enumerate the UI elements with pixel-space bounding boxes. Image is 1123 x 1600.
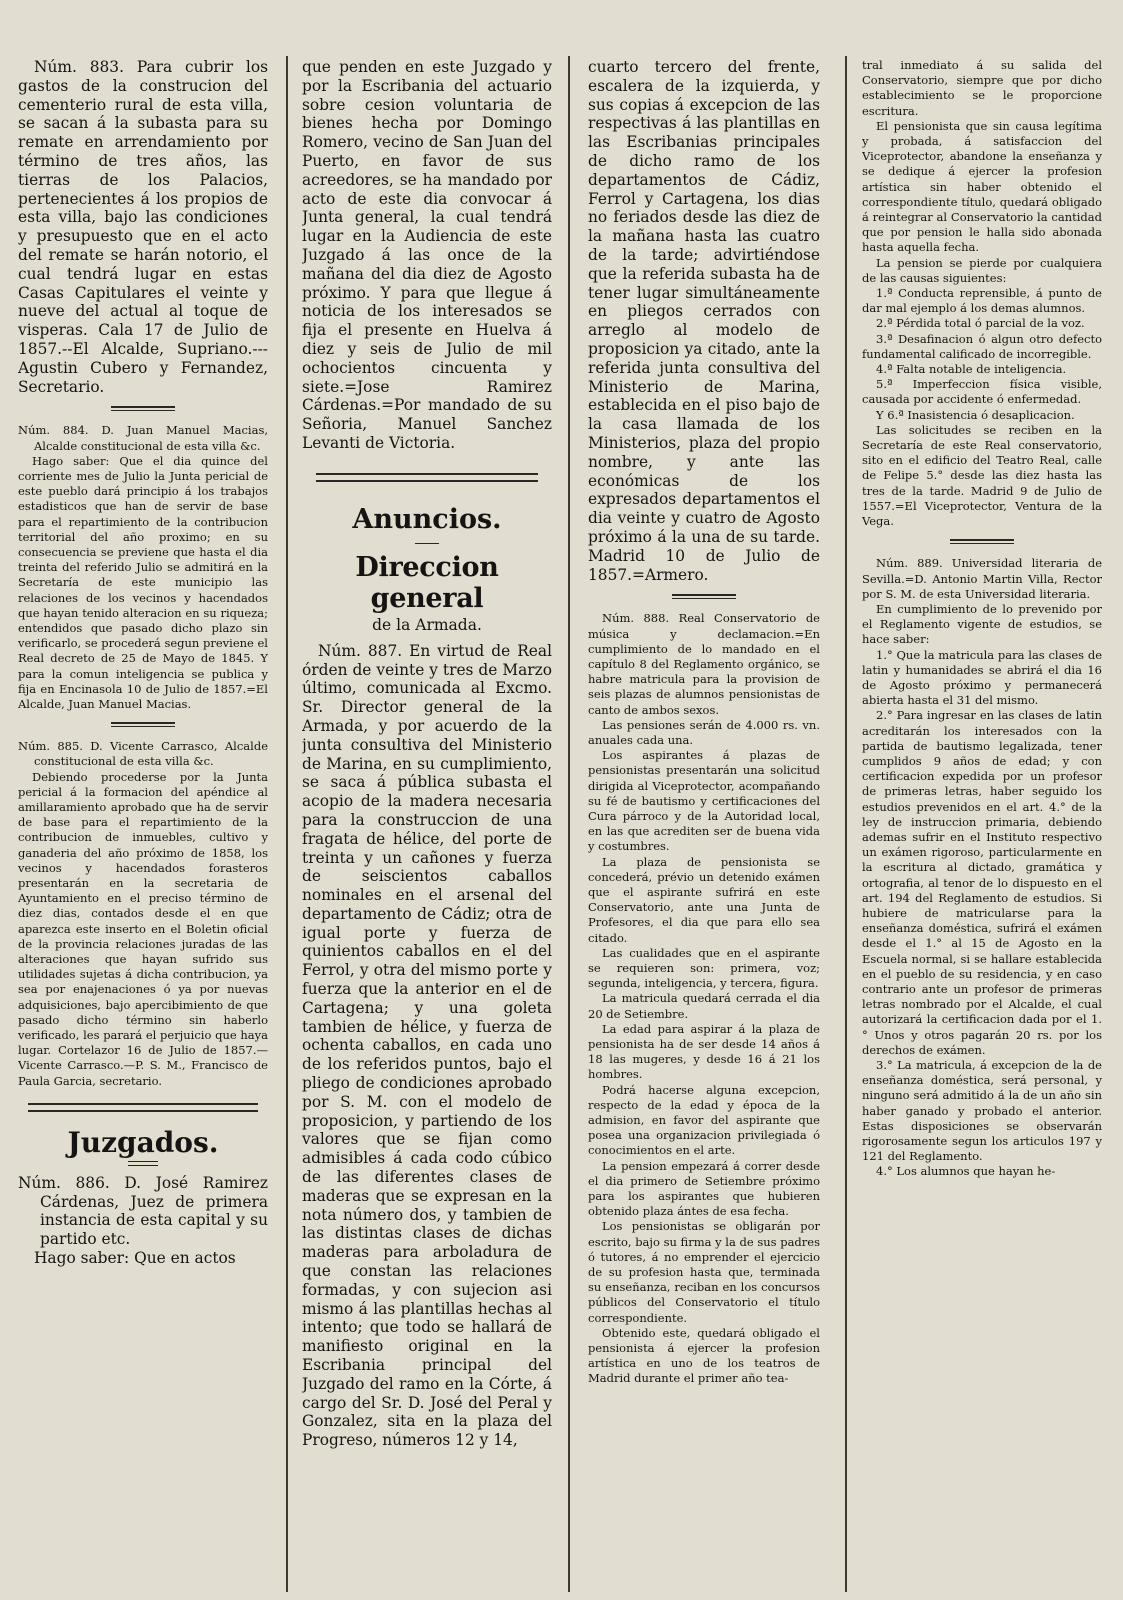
paragraph: Obtenido este, quedará obligado el pensionista á ejercer la profesion artística en uno de los teatros de Madrid durante el primer año tea-: [588, 1325, 820, 1386]
section-heading-juzgados: Juzgados.: [67, 1125, 219, 1159]
column-rule: [568, 56, 570, 1592]
notice-885-heading: Núm. 885. D. Vicente Carrasco, Alcalde constitucional de esta villa &c.: [18, 739, 268, 769]
list-item: 4.ª Falta notable de inteligencia.: [876, 362, 1067, 377]
section-heading-anuncios: Anuncios.: [352, 503, 502, 535]
column-rule: [286, 56, 288, 1592]
separator: [111, 406, 175, 411]
notice-885-body: Debiendo procederse por la Junta pericial á la formacion del apéndice al amillaramiento aprobado que ha de servir de base para el repartimiento de la contribucion de inmuebles, cultivo y ganaderia del año próximo de 1858, los vecinos y hacendados forasteros presentarán en la secretaria de Ayuntamiento en el preciso término de diez dias, contados desde el en que aparezca este inserto en el Boletin oficial de la provincia relaciones juradas de las alteraciones que hayan sufrido sus utilidades sujetas á dicha contribucion, ya sea por enajenaciones ó ya por nuevas adquisiciones, bajo apercibimiento de que pasado dicho término sin haberlo verificado, les parará el perjuicio que haya lugar. Cortelazor 16 de Julio de 1857.—Vicente Carrasco.—P. S. M., Francisco de Paula Garcia, secretario.: [18, 769, 268, 1088]
notice-889-heading: Núm. 889. Universidad literaria de Sevilla.=D. Antonio Martin Villa, Rector por S. M. de esta Universidad literaria.: [862, 556, 1102, 601]
paragraph: La edad para aspirar á la plaza de pensionista ha de ser desde 14 años á 18 las mugeres, y desde 16 á 21 los hombres.: [588, 1021, 820, 1082]
section-separator: [28, 1103, 258, 1112]
column-1: [18, 58, 268, 1268]
notice-884-heading: Núm. 884. D. Juan Manuel Macias, Alcalde constitucional de esta villa &c.: [18, 423, 268, 453]
subheading-armada: de la Armada.: [372, 615, 482, 634]
paragraph: 1.° Que la matricula para las clases de latin y humanidades se abrirá el dia 16 de Agosto próximo y permanecerá abierta hasta el 31 del mismo.: [862, 647, 1102, 708]
notice-883: Núm. 883. Para cubrir los gastos de la construcion del cementerio rural de esta villa, se sacan á la subasta para su remate en arrendamiento por término de tres años, las tierras de los Palacios, pertenecientes á los propios de esta villa, bajo las condiciones y presupuesto que en el acto del remate se harán notorio, el cual tendrá lugar en estas Casas Capitulares el veinte y nueve del actual al toque de visperas. Cala 17 de Julio de 1857.--El Alcalde, Supriano.---Agustin Cubero y Fernandez, Secretario.: [18, 58, 268, 396]
notice-886-continued: que penden en este Juzgado y por la Escribania del actuario sobre cesion voluntaria de bienes hecha por Domingo Romero, vecino de San Juan del Puerto, en favor de sus acreedores, se ha mandado por acto de este dia convocar á Junta general, la cual tendrá lugar en la Audiencia de este Juzgado á las once de la mañana del dia diez de Agosto próximo. Y para que llegue á noticia de los interesados se fija el presente en Huelva á diez y seis de Julio de mil ochocientos cincuenta y siete.=Jose Ramirez Cárdenas.=Por mandado de su Señoria, Manuel Sanchez Levanti de Victoria.: [302, 58, 552, 452]
heading-rule: [415, 543, 439, 544]
list-item: 5.ª Imperfeccion física visible, causada por accidente ó enfermedad.: [862, 377, 1102, 407]
column-2: [302, 58, 552, 1450]
list-item: Y 6.ª Inasistencia ó desaplicacion.: [876, 407, 1075, 422]
notice-886-heading: Núm. 886. D. José Ramirez Cárdenas, Juez de primera instancia de esta capital y su partido etc.: [18, 1173, 268, 1249]
paragraph: 3.° La matricula, á excepcion de la de enseñanza doméstica, será personal, y ninguno será admitido á la de un año sin haber ganado y probado el anterior. Estas disposiciones se observarán rigorosamente segun los articulos 197 y 121 del Reglamento.: [862, 1058, 1102, 1164]
column-rule: [845, 56, 847, 1592]
separator: [111, 722, 175, 727]
paragraph: Los pensionistas se obligarán por escrito, bajo su firma y la de sus padres ó tutores, á no emprender el ejercicio de su profesion hasta que, terminada su enseñanza, reciban en los concursos públicos del Conservatorio el título correspondiente.: [588, 1219, 820, 1325]
paragraph: Las solicitudes se reciben en la Secretaría de este Real conservatorio, sito en el edificio del Teatro Real, calle de Felipe 5.° desde las diez hasta las tres de la tarde. Madrid 9 de Julio de 1557.=El Viceprotector, Ventura de la Vega.: [862, 422, 1102, 529]
section-separator: [316, 473, 538, 482]
paragraph: Los aspirantes á plazas de pensionistas presentarán una solicitud dirigida al Viceprotector, acompañando su fé de bautismo y certificaciones del Cura párroco y de la Autoridad local, en las que acrediten ser de buena vida y costumbres.: [588, 748, 820, 854]
paragraph: La pension empezará á correr desde el dia primero de Setiembre próximo para los aspirantes que hubieren obtenido plaza ántes de esa fecha.: [588, 1158, 820, 1219]
paragraph: Podrá hacerse alguna excepcion, respecto de la edad y época de la admision, en favor del aspirante que posea una organizacion privilegiada ó conocimientos en el arte.: [588, 1082, 820, 1158]
notice-887: Núm. 887. En virtud de Real órden de veinte y tres de Marzo último, comunicada al Excmo. Sr. Director general de la Armada, y por acuerdo de la junta consultiva del Ministerio de Marina, en su cumplimiento, se saca á pública subasta el acopio de la madera necesaria para la construccion de una fragata de hélice, del porte de treinta y un cañones y fuerza de seiscientos caballos nominales en el arsenal del departamento de Cádiz; otra de igual porte y fuerza de quinientos caballos en el del Ferrol, y otra del mismo porte y fuerza que la anterior en el de Cartagena; y una goleta tambien de hélice, y fuerza de ochenta caballos, en cada uno de los referidos puntos, bajo el pliego de condiciones aprobado por S. M. con el modelo de proposicion, y partiendo de los valores que se fijan como admisibles á cada codo cúbico de las diferentes clases de maderas que se expresan en la nota número dos, y tambien de las distintas clases de dichas maderas para arboladura de que constan las relaciones formadas, y con sujecion asi mismo á las plantillas hechas al intento; que todo se hallará de manifiesto original en la Escribania principal del Juzgado del ramo en la Córte, á cargo del Sr. D. José del Peral y Gonzalez, sita en la plaza del Progreso, números 12 y 14,: [302, 641, 552, 1450]
column-3: [588, 58, 820, 1387]
column-4: [862, 58, 1102, 1180]
paragraph: La pension se pierde por cualquiera de las causas siguientes:: [862, 255, 1102, 285]
notice-886-start: Hago saber: Que en actos: [34, 1249, 236, 1268]
paragraph: 4.° Los alumnos que hayan he-: [876, 1164, 1056, 1179]
paragraph: La plaza de pensionista se concederá, prévio un detenido exámen que el aspirante sufrirá en este Conservatorio, ante una Junta de Profesores, el dia que para ello sea citado.: [588, 854, 820, 945]
notice-888-heading: Núm. 888. Real Conservatorio de música y declamacion.=En cumplimiento de lo mandado en el capítulo 8 del Reglamento orgánico, se habre matricula para la provision de seis plazas de alumnos pensionistas de canto de ambos sexos.: [588, 611, 820, 717]
paragraph: Las pensiones serán de 4.000 rs. vn. anuales cada una.: [588, 717, 820, 747]
heading-direccion-general: Direccion general: [355, 551, 499, 614]
paragraph: Las cualidades que en el aspirante se requieren son: primera, voz; segunda, inteligencia, y tercera, figura.: [588, 945, 820, 991]
paragraph: 2.° Para ingresar en las clases de latin acreditarán los interesados con la partida de bautismo legalizada, tener cumplidos 9 años de edad; y con certificacion expedida por un profesor de primeras letras, haber seguido los estudios prevenidos en el art. 4.° de la ley de instruccion primaria, debiendo ademas sufrir en el Instituto respectivo un exámen rigoroso, particularmente en la escritura al dictado, gramática y ortografia, al tenor de lo dispuesto en el art. 194 del Reglamento de estudios. Si hubiere de matricularse para la enseñanza doméstica, sufrirá el exámen desde el 1.° al 15 de Agosto en la Escuela normal, si se hallare establecida en el pueblo de su residencia, y en caso contrario ante un profesor de primeras letras nombrado por el Alcalde, el cual autorizará la certificacion dada por el 1.° Unos y otros pagarán 20 rs. por los derechos de exámen.: [862, 708, 1102, 1057]
heading-rule: [128, 1161, 158, 1166]
notice-887-continued: cuarto tercero del frente, escalera de la izquierda, y sus copias á excepcion de las respectivas á las plantillas en las Escribanias principales de dicho ramo de los departamentos de Cádiz, Ferrol y Cartagena, los dias no feriados desde las diez de la mañana hasta las cuatro de la tarde; advirtiéndose que la referida subasta ha de tener lugar simultáneamente en pliegos cerrados con arreglo al modelo de proposicion ya citado, ante la referida junta consultiva del Ministerio de Marina, establecida en el piso bajo de la casa llamada de los Ministerios, plaza del propio nombre, y ante las económicas de los expresados departamentos el dia veinte y cuatro de Agosto próximo á la una de su tarde. Madrid 10 de Julio de 1857.=Armero.: [588, 58, 820, 584]
separator: [950, 539, 1014, 544]
paragraph: La matricula quedará cerrada el dia 20 de Setiembre.: [588, 991, 820, 1021]
list-item: 1.ª Conducta reprensible, á punto de dar mal ejemplo á los demas alumnos.: [862, 286, 1102, 316]
notice-884-body: Hago saber: Que el dia quince del corriente mes de Julio la Junta pericial de este pueblo dará principio á los trabajos estadisticos que han de servir de base para el repartimiento de la contribucion territorial del año proximo; en su consecuencia se previene que hasta el dia treinta del referido Julio se admitirá en la Secretaría de este municipio las relaciones de los vecinos y hacendados que hayan tenido alteracion en su riqueza; entendidos que pasado dicho plazo sin verificarlo, se procederá segun previene el Real decreto de 25 de Mayo de 1845. Y para la comun inteligencia se publica y fija en Encinasola 10 de Julio de 1857.=El Alcalde, Juan Manuel Macias.: [18, 453, 268, 711]
separator: [672, 594, 736, 599]
paragraph: tral inmediato á su salida del Conservatorio, siempre que por dicho establecimiento se le proporcione escritura.: [862, 58, 1102, 118]
list-item: 2.ª Pérdida total ó parcial de la voz.: [876, 316, 1085, 331]
paragraph: El pensionista que sin causa legítima y probada, á satisfaccion del Viceprotector, abandone la enseñanza y se dedique á ejercer la profesion artística sin haber obtenido el correspondiente título, quedará obligado á reintegrar al Conservatorio la cantidad que por pension le halla sido abonada hasta aquella fecha.: [862, 118, 1102, 255]
paragraph: En cumplimiento de lo prevenido por el Reglamento vigente de estudios, se hace saber:: [862, 601, 1102, 647]
list-item: 3.ª Desafinacion ó algun otro defecto fundamental calificado de incorregible.: [862, 331, 1102, 361]
